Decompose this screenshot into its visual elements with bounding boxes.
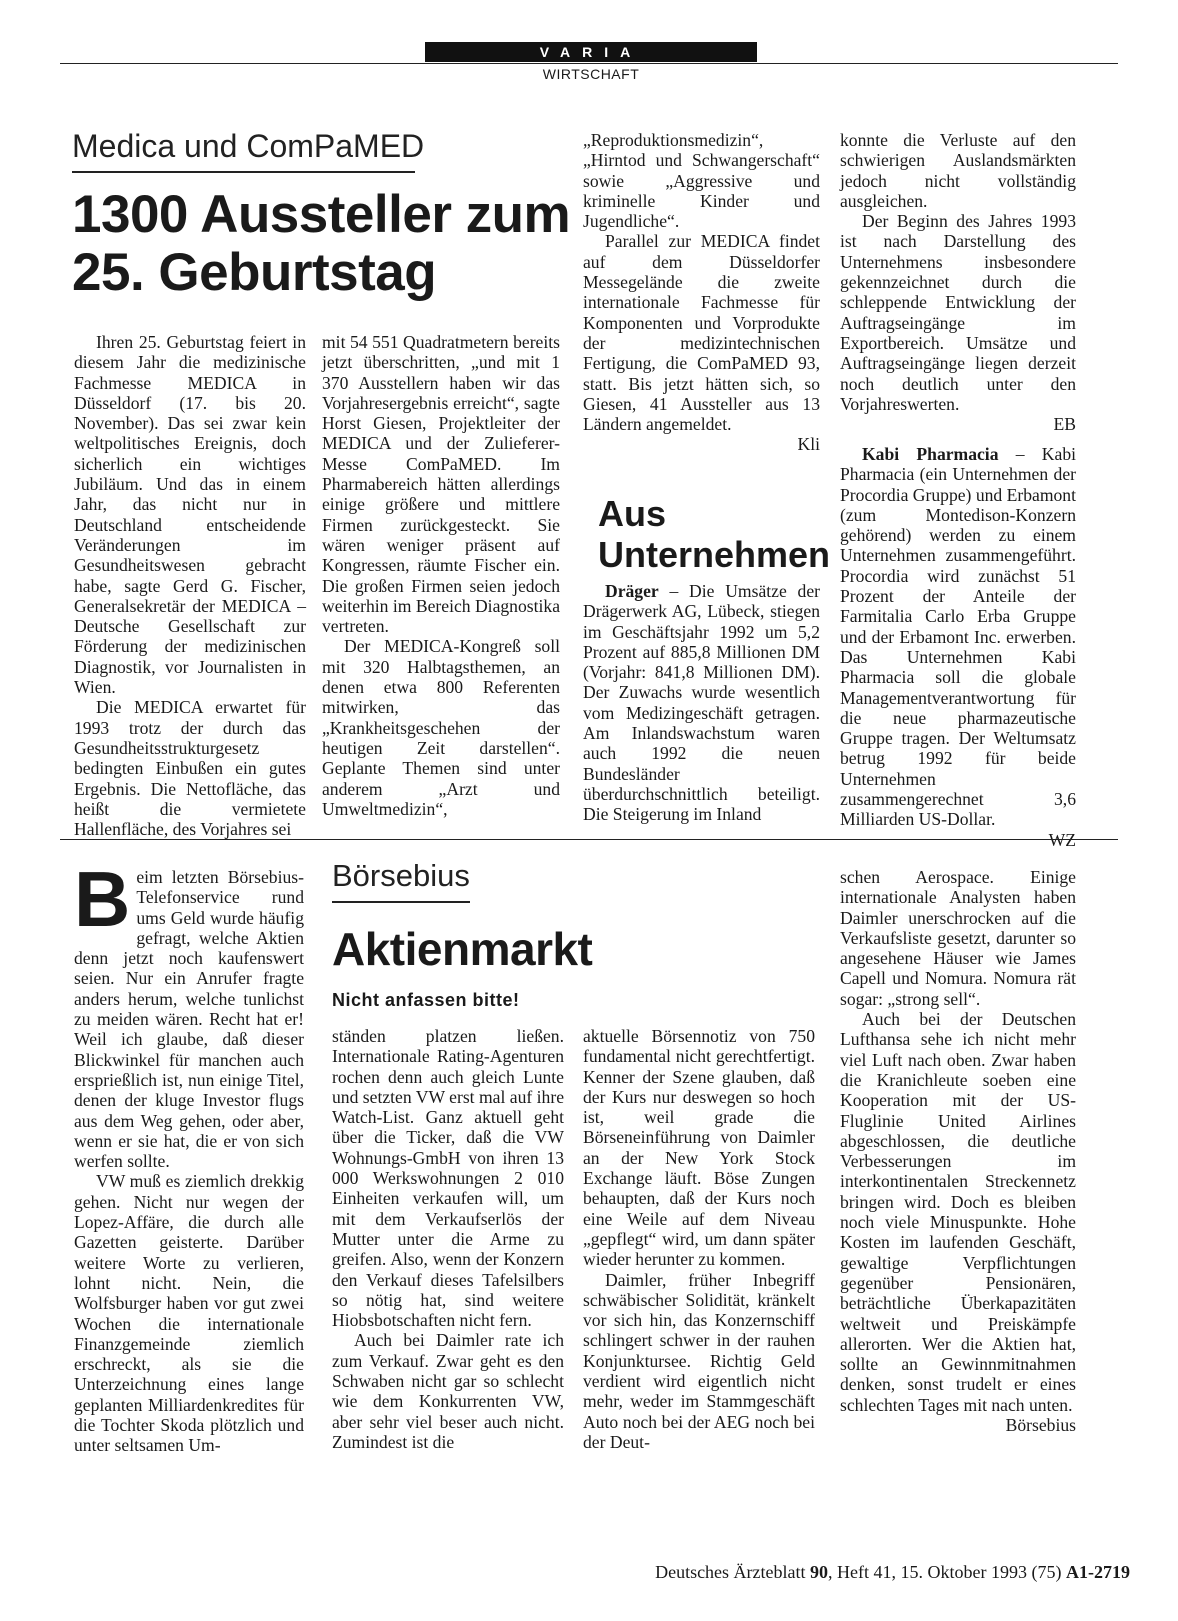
header-rule	[60, 63, 1118, 64]
boersebius-col1-second: VW muß es ziemlich drekkig gehen. Nicht nur wegen der Lopez-Affäre, die durch alle Gazetten geisterte. Darüber weitere Worte zu verlieren, lohnt nicht. Nein, die Wolfsburger haben vor gut zwei Wochen die internationale Finanzgemeinde ziemlich erschreckt, als sie die Unterzeichnung eines lange geplanten Milliardenkredites für die Tochter Skoda plötzlich und unter seltsamen Um-	[74, 1171, 304, 1456]
boersebius-kicker: Börsebius	[332, 858, 470, 893]
boersebius-column-3	[583, 1026, 815, 1452]
medica-signature: Kli	[797, 434, 820, 455]
medica-paragraph-2: Die MEDICA erwartet für 1993 trotz der durch das Gesundheitsstrukturgesetz bedingten Einbußen ein gutes Ergebnis. Die Nettofläche, das heißt die vermietete Hallenfläche, des Vorjahres sei	[74, 697, 306, 840]
medica-paragraph-3: mit 54 551 Quadratmetern bereits jetzt überschritten, „und mit 1 370 Ausstellern haben wir das Vorjahresergebnis erreicht“, sagte Horst Giesen, Projektleiter der MEDICA und der Zulieferer-Messe ComPaMED. Im Pharmabereich hätten allerdings einige größere und mittlere Firmen zurückgesteckt. Sie wären weniger präsent auf Kongressen, räumte Fischer ein. Die großen Firmen seien jedoch weiterhin im Bereich Diagnostika vertreten.	[322, 332, 560, 637]
medica-paragraph-4: Der MEDICA-Kongreß soll mit 320 Halbtagsthemen, an denen etwa 800 Referenten mitwirken, das „Krankheitsgeschehen der heutigen Zeit darstellen“. Geplante Themen sind unter anderem „Arzt und Umweltmedizin“,	[322, 636, 560, 819]
page-footer	[500, 1562, 1130, 1583]
boersebius-col2-second: Auch bei Daimler rate ich zum Verkauf. Zwar geht es den Schwaben nicht gar so schlecht wie dem Konkurrenten VW, aber sehr viel beser auch nicht. Zumindest ist die	[332, 1330, 564, 1452]
kicker-underline	[72, 171, 415, 173]
boersebius-column-1	[74, 855, 304, 1456]
draeger-paragraph-2: Der Beginn des Jahres 1993 ist nach Darstellung des Unternehmens insbesondere gekennzeichnet durch die schleppende Entwicklung der Auftragseingänge im Exportbereich. Umsätze und Auftragseingänge liegen derzeit noch deutlich unter den Vorjahreswerten.	[840, 211, 1076, 414]
footer-page-number: A1-2719	[1066, 1562, 1130, 1582]
medica-paragraph-6: Parallel zur MEDICA findet auf dem Düsseldorfer Messegelände die zweite internationale Fachmesse für Komponenten und Vorprodukte der medizintechnischen Fertigung, die ComPaMED 93, statt. Bis jetzt hätten sich, so Giesen, 41 Aussteller aus 13 Ländern angemeldet.	[583, 231, 820, 435]
draeger-signature: EB	[1053, 414, 1076, 435]
medica-column-2	[322, 332, 560, 819]
footer-journal: Deutsches Ärzteblatt	[655, 1562, 811, 1582]
boersebius-column-4	[840, 867, 1076, 1435]
section-label: VARIA	[425, 42, 757, 62]
draeger-cont: konnte die Verluste auf den schwierigen Auslandsmärkten jedoch nicht vollständig ausgleichen.	[840, 130, 1076, 211]
boersebius-col1-first: eim letzten Börsebius-Telefonservice rund ums Geld wurde häufig gefragt, welche Aktien denn jetzt noch kaufenswert seien. Nur ein Anrufer fragte anders herum, welche tunlichst zu meiden wären. Recht hat er! Weil ich glaube, daß dieser Blickwinkel für manchen auch ersprießlich ist, nun einige Titel, denen der kluge Investor flugs aus dem Weg gehen, oder aber, wenn er sie hat, die er von sich werfen sollte.	[74, 867, 304, 1172]
kabi-text: – Kabi Pharmacia (ein Unternehmen der Procordia Gruppe) und Erbamont (zum Montedison-Konzern gehörend) werden zu einem Unternehmen zusammengeführt. Procordia wird zunächst 51 Prozent der Anteile der Farmitalia Carlo Erba Gruppe und der Erbamont Inc. erwerben. Das Unternehmen Kabi Pharmacia soll die globale Managementverantwortung für die neue pharmazeutische Gruppe tragen. Der Weltumsatz betrug 1992 für beide Unternehmen zusammengerechnet 3,6 Milliarden US-Dollar.	[840, 444, 1077, 830]
subsection-label: WIRTSCHAFT	[542, 66, 640, 82]
boersebius-subtitle: Nicht anfassen bitte!	[332, 990, 520, 1010]
boersebius-col4-second: Auch bei der Deutschen Lufthansa sehe ich nicht mehr viel Luft nach oben. Zwar haben die Kranichleute soeben eine Kooperation mit der US-Fluglinie United Airlines abgeschlossen, die deutliche Verbesserungen im interkontinentalen Streckennetz bringen wird. Doch es bleiben noch viele Minuspunkte. Hohe Kosten im laufenden Geschäft, gewaltige Verpflichtungen gegenüber Pensionären, beträchtliche Überkapazitäten weltweit und Preiskämpfe allerorten. Wer die Aktien hat, sollte an Gewinnmitnahmen denken, sonst trudelt er eines schlechten Tages mit nach unten.	[840, 1009, 1076, 1415]
draeger-item	[583, 581, 820, 825]
kicker-underline	[332, 901, 470, 903]
drop-cap: B	[74, 855, 131, 943]
section-divider	[60, 839, 1118, 840]
boersebius-col2-first: ständen platzen ließen. Internationale Rating-Agenturen rochen denn auch gleich Lunte und setzten VW erst mal auf ihre Watch-List. Ganz aktuell geht über die Ticker, daß die VW Wohnungs-GmbH von ihren 13 000 Werkswohnungen 2 010 Einheiten verkaufen will, um mit dem Verkaufserlös der Mutter unter die Arme zu greifen. Also, wenn der Konzern den Verkauf dieses Tafelsilbers so nötig hat, sind weitere Hiobsbotschaften nicht fern.	[332, 1026, 564, 1331]
draeger-continuation	[840, 130, 1076, 434]
boersebius-title: Aktienmarkt	[332, 923, 593, 975]
boersebius-col3-second: Daimler, früher Inbegriff schwäbischer Solidität, kränkelt vor sich hin, das Konzernschiff schlingert schwer in der rauhen Konjunktursee. Richtig Geld verdient wird eigentlich nicht mehr, weder im Stammgeschäft Auto noch bei der AEG noch bei der Deut-	[583, 1269, 815, 1452]
kabi-signature: WZ	[1048, 829, 1076, 850]
draeger-lead: Dräger	[605, 581, 659, 601]
boersebius-signature: Börsebius	[1005, 1415, 1076, 1436]
footer-issue: , Heft 41, 15. Oktober 1993 (75)	[828, 1562, 1066, 1582]
boersebius-col4-first: schen Aerospace. Einige internationale Analysten haben Daimler unerschrocken auf die Verkaufsliste gesetzt, darunter so angesehene Häuser wie James Capell und Nomura. Nomura rät sogar: „strong sell“.	[840, 867, 1076, 1009]
boersebius-column-2	[332, 1026, 564, 1452]
footer-volume: 90	[810, 1562, 829, 1582]
medica-title: 1300 Aussteller zum 25. Geburtstag	[72, 185, 571, 302]
medica-column-3	[583, 130, 820, 455]
medica-paragraph-5: „Reproduktionsmedizin“, „Hirntod und Schwangerschaft“ sowie „Aggressive und kriminelle Kinder und Jugendliche“.	[583, 130, 820, 232]
draeger-text: – Die Umsätze der Drägerwerk AG, Lübeck, stiegen im Geschäftsjahr 1992 um 5,2 Prozent auf 885,8 Millionen DM (Vorjahr: 841,8 Millionen DM). Der Zuwachs wurde wesentlich vom Medizingeschäft getragen. Am Inlandswachstum waren auch 1992 die neuen Bundesländer überdurchschnittlich beteiligt. Die Steigerung im Inland	[583, 581, 820, 825]
kabi-lead: Kabi Pharmacia	[862, 444, 999, 464]
boersebius-col3-first: aktuelle Börsennotiz von 750 fundamental nicht gerechtfertigt. Kenner der Szene glauben, daß der Kurs nur deswegen so hoch ist, weil grade die Börseneinführung von Daimler an der New York Stock Exchange läuft. Böse Zungen behaupten, daß der Kurs noch eine Weile auf dem Niveau „gepflegt“ wird, um dann später wieder herunter zu kommen.	[583, 1026, 815, 1270]
kabi-item	[840, 444, 1076, 850]
unternehmen-title: Aus Unternehmen	[598, 493, 831, 575]
medica-column-1	[74, 332, 306, 839]
medica-kicker: Medica und ComPaMED	[72, 128, 425, 164]
medica-paragraph-1: Ihren 25. Geburtstag feiert in diesem Jahr die medizinische Fachmesse MEDICA in Düsseldorf (17. bis 20. November). Das sei zwar kein weltpolitisches Ereignis, doch sicherlich ein wichtiges Jubiläum. Und das in einem Jahr, das nicht nur in Deutschland entscheidende Veränderungen im Gesundheitswesen gebracht habe, sagte Gerd G. Fischer, Generalsekretär der MEDICA – Deutsche Gesellschaft zur Förderung der medizinischen Diagnostik, vor Journalisten in Wien.	[74, 332, 306, 698]
